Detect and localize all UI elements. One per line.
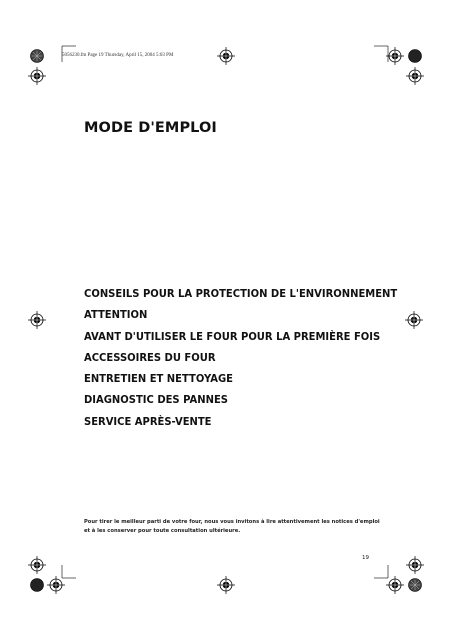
toc-item: DIAGNOSTIC DES PANNES [84,394,228,407]
registration-mark-icon [406,556,424,574]
toc-item: ACCESSOIRES DU FOUR [84,351,216,364]
registration-mark-icon [386,47,404,65]
registration-mark-icon [386,576,404,594]
intro-paragraph: Pour tirer le meilleur parti de votre four, nous vous invitons à lire attentivement les notices d'emploi et à les conserver pour toute consultation ultérieure. [84,519,380,534]
page-number: 19 [362,555,369,561]
toc-item: ATTENTION [84,309,148,322]
registration-mark-icon [405,311,423,329]
table-of-contents [84,284,407,433]
registration-mark-icon [217,47,235,65]
file-info-header: 5056230.fm Page 19 Thursday, April 15, 2004 5:03 PM [62,53,174,58]
registration-mark-icon [31,50,44,63]
registration-mark-icon [28,556,46,574]
registration-mark-icon [47,576,65,594]
toc-item: SERVICE APRÈS-VENTE [84,415,212,428]
registration-mark-icon [406,67,424,85]
solid-circle-mark-icon [31,579,44,592]
registration-mark-icon [28,67,46,85]
solid-circle-mark-icon [409,579,422,592]
page-title: MODE D'EMPLOI [84,120,217,136]
registration-mark-icon [217,576,235,594]
registration-mark-icon [28,311,46,329]
solid-circle-mark-icon [409,50,422,63]
toc-item: AVANT D'UTILISER LE FOUR POUR LA PREMIÈRE FOIS [84,330,381,343]
toc-item: CONSEILS POUR LA PROTECTION DE L'ENVIRONNEMENT [84,288,398,300]
toc-item: ENTRETIEN ET NETTOYAGE [84,373,234,386]
